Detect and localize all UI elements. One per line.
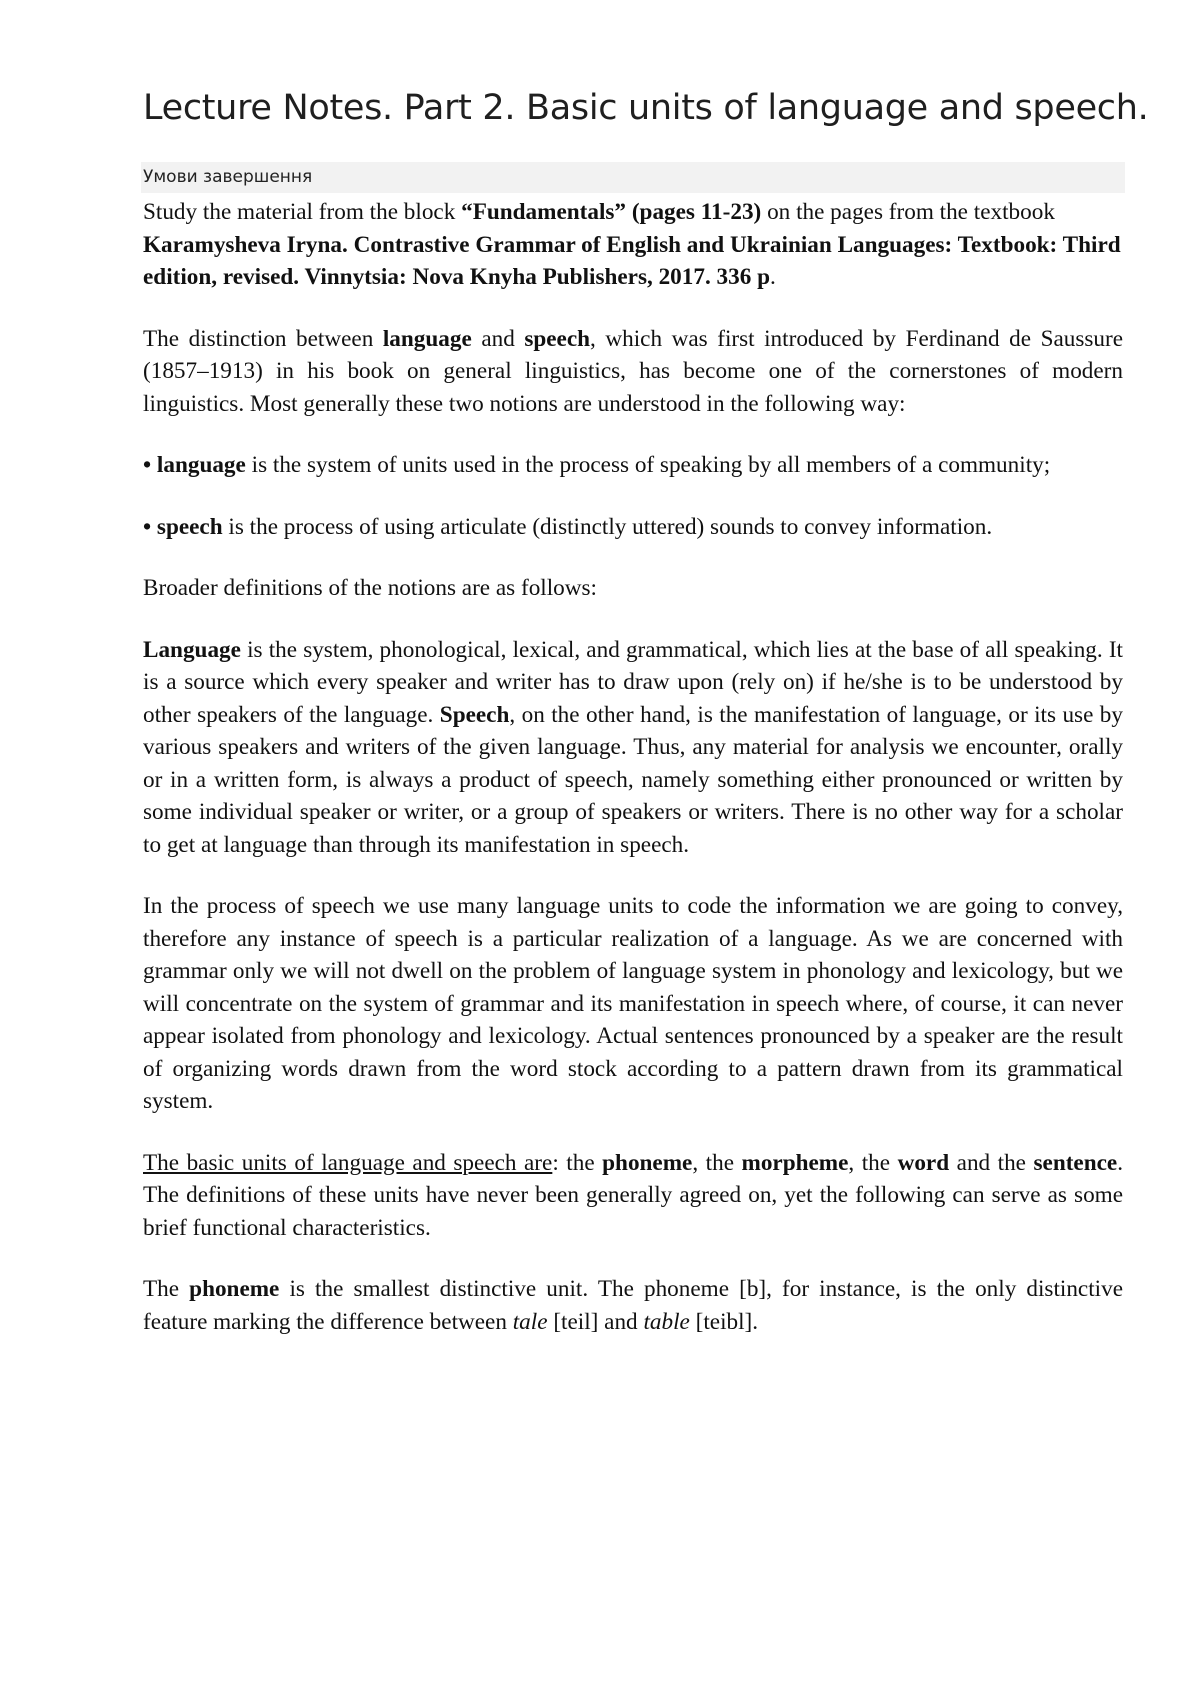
paragraph-phoneme: The phoneme is the smallest distinctive unit. The phoneme [b], for instance, is the only distinctive feature marking the difference between tale [teil] and table [teibl]. bbox=[143, 1276, 1123, 1335]
basic-units-heading: The basic units of language and speech are bbox=[143, 1149, 553, 1176]
study-assignment: Study the material from the block “Fundamentals” (pages 11-23) on the pages from the textbook Karamysheva Iryna. Contrastive Grammar of English and Ukrainian Languages: Textbook: Third edition, revised. Vinnytsia: Nova Knyha Publishers, 2017. 336 p. bbox=[143, 199, 1121, 290]
paragraph-broader: Broader definitions of the notions are as follows: bbox=[143, 575, 597, 601]
lecture-body bbox=[143, 196, 1123, 1338]
term-speech: speech bbox=[524, 325, 591, 352]
block-reference: “Fundamentals” (pages 11-23) bbox=[461, 199, 762, 225]
paragraph-definitions: Language is the system, phonological, lexical, and grammatical, which lies at the base of all speaking. It is a source which every speaker and writer has to draw upon (rely on) if he/she is to be understood by other speakers of the language. Speech, on the other hand, is the manifestation of language, or its use by various speakers and writers of the given language. Thus, any material for analysis we encounter, orally or in a written form, is always a product of speech, namely something either pronounced or written by some individual speaker or writer, or a group of speakers or writers. There is no other way for a scholar to get at language than through its manifestation in speech. bbox=[143, 636, 1123, 858]
bullet-language: • language is the system of units used in the process of speaking by all members of a community; bbox=[143, 452, 1051, 478]
paragraph-basic-units: The basic units of language and speech are: the phoneme, the morpheme, the word and the sentence. The definitions of these units have never been generally agreed on, yet the following can serve as some brief functional characteristics. bbox=[143, 1149, 1124, 1241]
paragraph-process: In the process of speech we use many language units to code the information we are going to convey, therefore any instance of speech is a particular realization of a language. As we are concerned with grammar only we will not dwell on the problem of language system in phonology and lexicology, but we will concentrate on the system of grammar and its manifestation in speech where, of course, it can never appear isolated from phonology and lexicology. Actual sentences pronounced by a speaker are the result of organizing words drawn from the word stock according to a pattern drawn from its grammatical system. bbox=[143, 893, 1123, 1114]
completion-conditions-bar bbox=[141, 162, 1125, 193]
textbook-reference: Karamysheva Iryna. Contrastive Grammar of English and Ukrainian Languages: Textbook: Third edition, revised. Vinnytsia: Nova Knyha Publishers, 2017. 336 p bbox=[143, 231, 1121, 290]
term-language: language bbox=[382, 325, 472, 352]
page-title: Lecture Notes. Part 2. Basic units of language and speech. bbox=[143, 88, 1149, 128]
bullet-speech: • speech is the process of using articulate (distinctly uttered) sounds to convey information. bbox=[143, 513, 993, 540]
completion-conditions-label: Умови завершення bbox=[143, 167, 313, 187]
paragraph-distinction: The distinction between language and speech, which was first introduced by Ferdinand de Saussure (1857–1913) in his book on general linguistics, has become one of the cornerstones of modern linguistics. Most generally these two notions are understood in the following way: bbox=[143, 325, 1124, 417]
